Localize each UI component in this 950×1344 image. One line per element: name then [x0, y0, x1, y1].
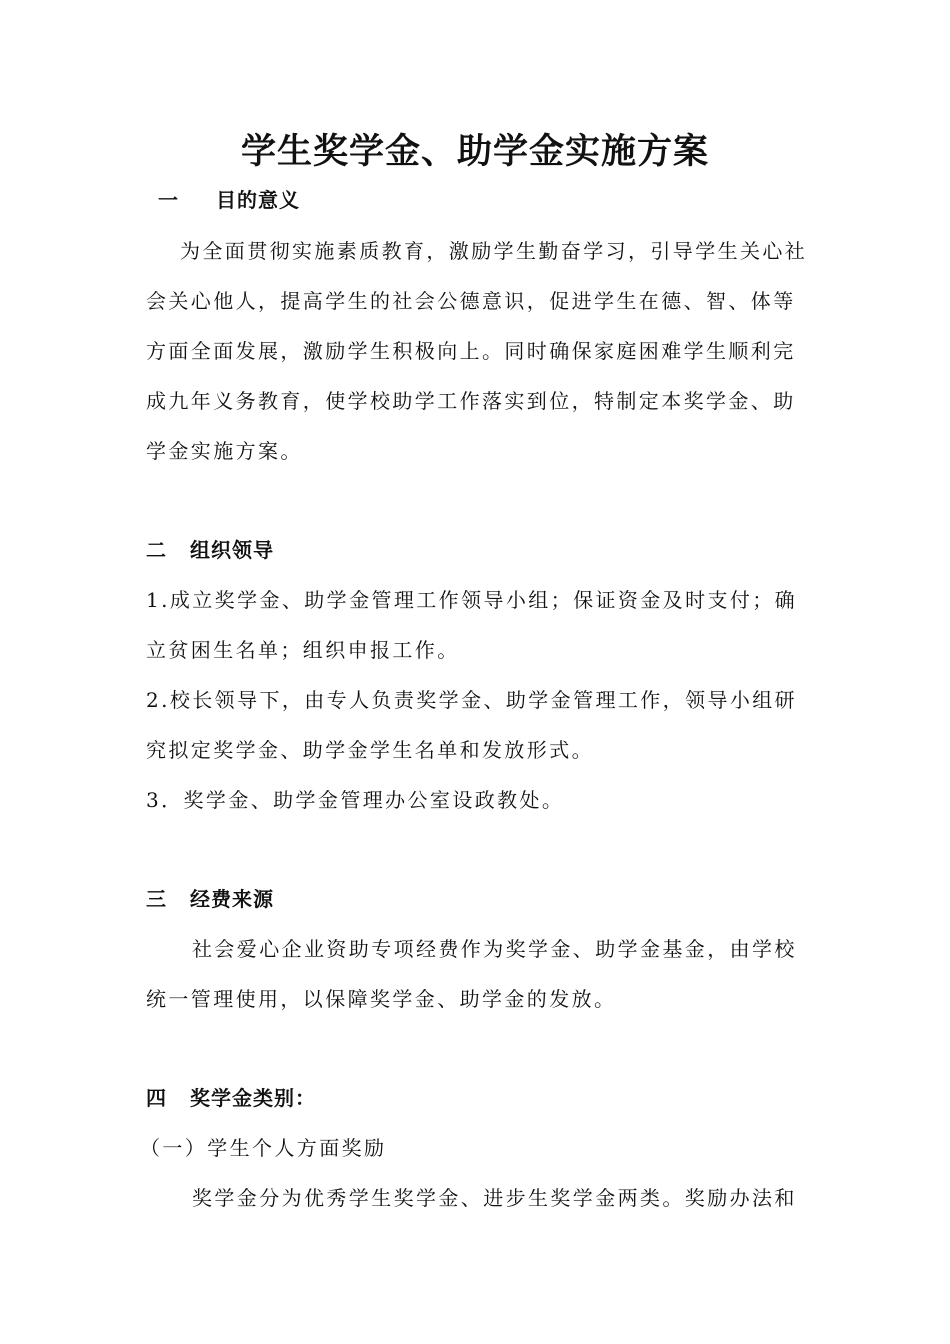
- paragraph-line: 奖学金分为优秀学生奖学金、进步生奖学金两类。奖励办法和: [192, 1186, 797, 1210]
- section-number: 二: [146, 538, 167, 562]
- paragraph-line: 成九年义务教育，使学校助学工作落实到位，特制定本奖学金、助: [146, 389, 796, 413]
- paragraph-line: 统一管理使用，以保障奖学金、助学金的发放。: [146, 987, 617, 1011]
- page-title: 学生奖学金、助学金实施方案: [240, 131, 709, 172]
- list-item-line: 究拟定奖学金、助学金学生名单和发放形式。: [146, 738, 594, 762]
- section-number: 四: [146, 1086, 167, 1110]
- list-item-line: 1.成立奖学金、助学金管理工作领导小组；保证资金及时支付；确: [146, 588, 798, 612]
- section-title: 奖学金类别：: [190, 1086, 316, 1110]
- list-item-line: 2.校长领导下，由专人负责奖学金、助学金管理工作，领导小组研: [146, 688, 798, 712]
- list-item-line: 3．奖学金、助学金管理办公室设政教处。: [146, 788, 565, 812]
- section-number: 一: [158, 188, 179, 212]
- section-title: 目的意义: [216, 188, 300, 212]
- section-heading-2: [146, 535, 274, 565]
- paragraph-line: 社会爱心企业资助专项经费作为奖学金、助学金基金，由学校: [192, 937, 797, 961]
- paragraph-line: 学金实施方案。: [146, 439, 303, 463]
- paragraph-line: 会关心他人，提高学生的社会公德意识，促进学生在德、智、体等: [146, 289, 796, 313]
- section-title: 经费来源: [190, 887, 274, 911]
- list-item-line: 立贫困生名单；组织申报工作。: [146, 638, 460, 662]
- paragraph-line: 为全面贯彻实施素质教育，激励学生勤奋学习，引导学生关心社: [180, 239, 808, 263]
- section-number: 三: [146, 887, 167, 911]
- section-heading-1: [158, 185, 300, 215]
- paragraph-line: 方面全面发展，激励学生积极向上。同时确保家庭困难学生顺利完: [146, 339, 796, 363]
- sub-heading: （一）学生个人方面奖励: [140, 1136, 387, 1160]
- section-title: 组织领导: [190, 538, 274, 562]
- section-heading-3: [146, 884, 274, 914]
- section-heading-4: [146, 1083, 316, 1113]
